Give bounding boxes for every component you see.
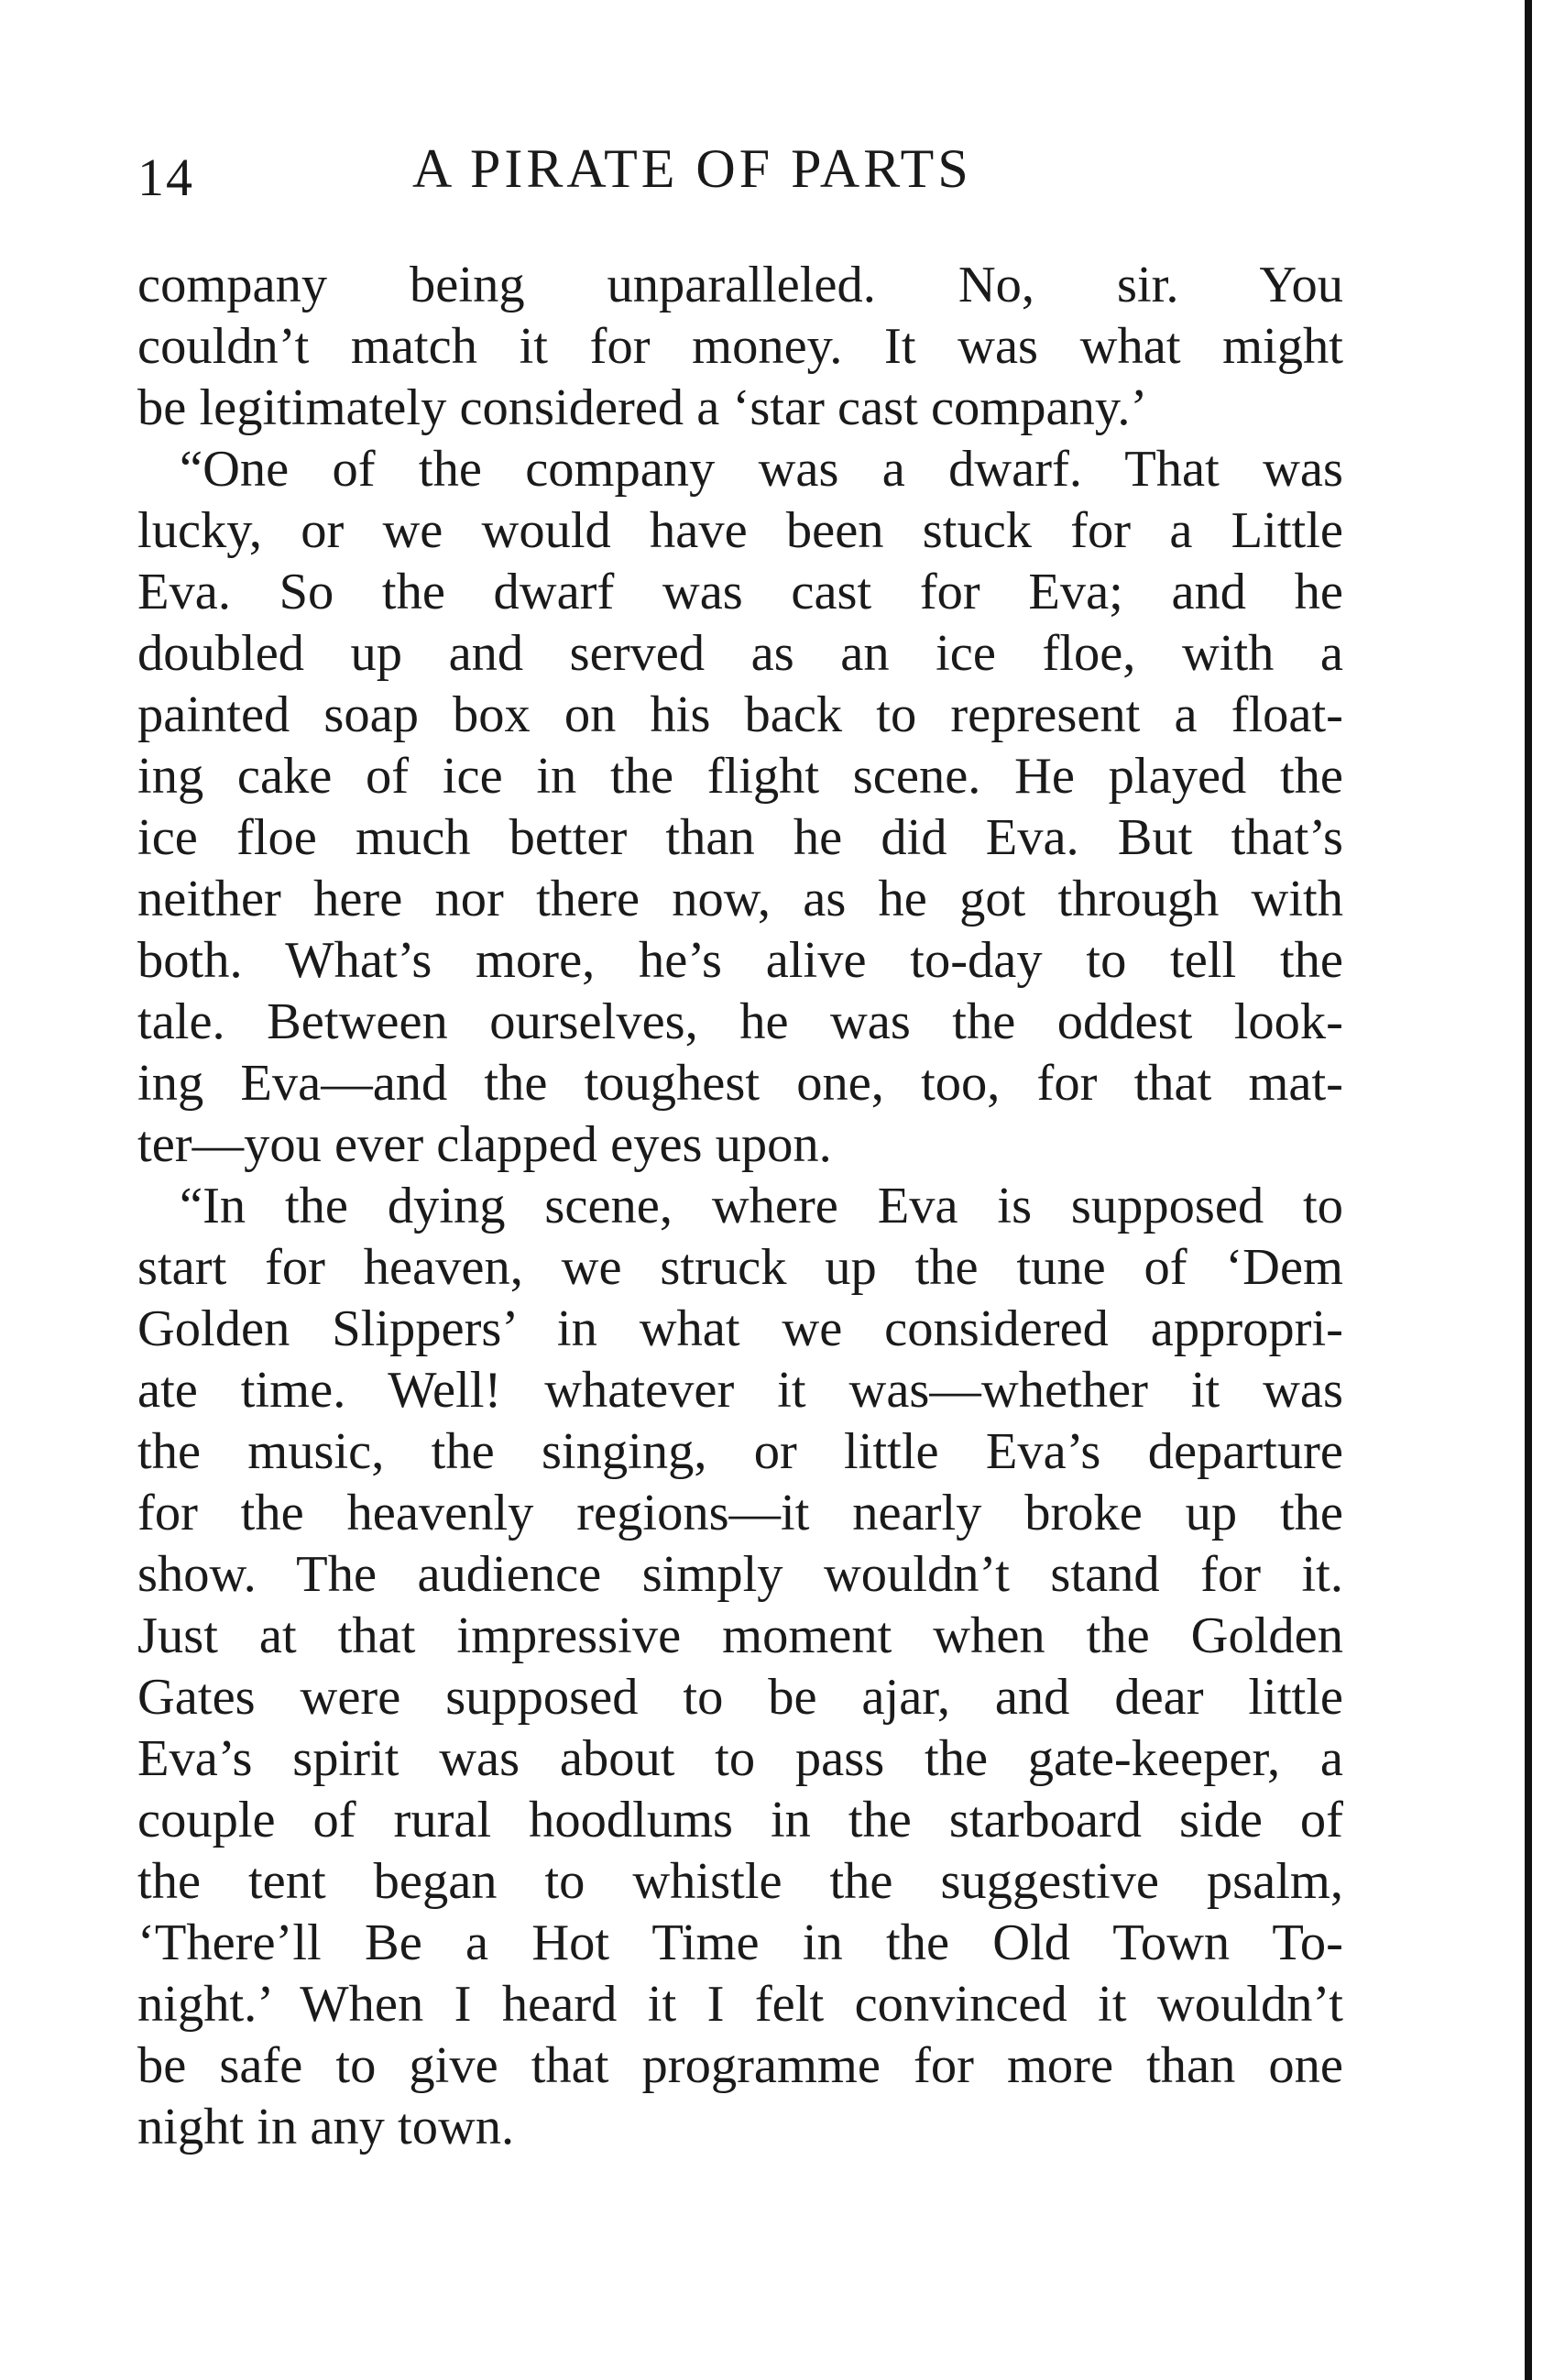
text-line: company being unparalleled. No, sir. You [137,257,1343,313]
text-line: ing Eva—and the toughest one, too, for that mat- [137,1055,1343,1112]
text-line: lucky, or we would have been stuck for a Little [137,502,1343,559]
text-line: ‘There’ll Be a Hot Time in the Old Town To- [137,1914,1343,1971]
text-line: both. What’s more, he’s alive to-day to tell the [137,932,1343,989]
text-line: the tent began to whistle the suggestive psalm, [137,1853,1343,1910]
text-line: doubled up and served as an ice floe, with a [137,625,1343,682]
text-line: start for heaven, we struck up the tune of ‘Dem [137,1239,1343,1296]
text-line: Golden Slippers’ in what we considered appropri- [137,1300,1343,1357]
page-number: 14 [137,148,194,207]
text-line: neither here nor there now, as he got through with [137,871,1343,927]
text-line: Eva’s spirit was about to pass the gate-keeper, a [137,1730,1343,1787]
text-line: ate time. Well! whatever it was—whether it was [137,1362,1343,1419]
text-line: ter—you ever clapped eyes upon. [137,1116,832,1173]
text-line: be legitimately considered a ‘star cast company.’ [137,379,1148,436]
text-line: “One of the company was a dwarf. That was [180,441,1343,498]
text-line: show. The audience simply wouldn’t stand for it. [137,1546,1343,1603]
text-line: night.’ When I heard it I felt convinced it wouldn’t [137,1976,1343,2033]
body-text [137,255,1343,2158]
text-line: Gates were supposed to be ajar, and dear little [137,1669,1343,1726]
page-header [137,137,1347,220]
text-line: “In the dying scene, where Eva is supposed to [180,1178,1343,1234]
text-line: the music, the singing, or little Eva’s departure [137,1423,1343,1480]
text-line: Just at that impressive moment when the Golden [137,1607,1343,1664]
text-line: night in any town. [137,2099,515,2155]
text-line: couple of rural hoodlums in the starboard side of [137,1792,1343,1848]
text-line: tale. Between ourselves, he was the oddest look- [137,993,1343,1050]
page-edge-shadow [1525,0,1532,2380]
text-line: ing cake of ice in the flight scene. He played the [137,748,1343,805]
text-line: Eva. So the dwarf was cast for Eva; and he [137,564,1343,620]
running-title: A PIRATE OF PARTS [412,138,972,199]
text-line: for the heavenly regions—it nearly broke up the [137,1485,1343,1541]
text-line: couldn’t match it for money. It was what might [137,318,1343,375]
text-line: ice floe much better than he did Eva. But that’s [137,809,1343,866]
text-line: be safe to give that programme for more than one [137,2037,1343,2094]
text-line: painted soap box on his back to represent a float- [137,686,1343,743]
